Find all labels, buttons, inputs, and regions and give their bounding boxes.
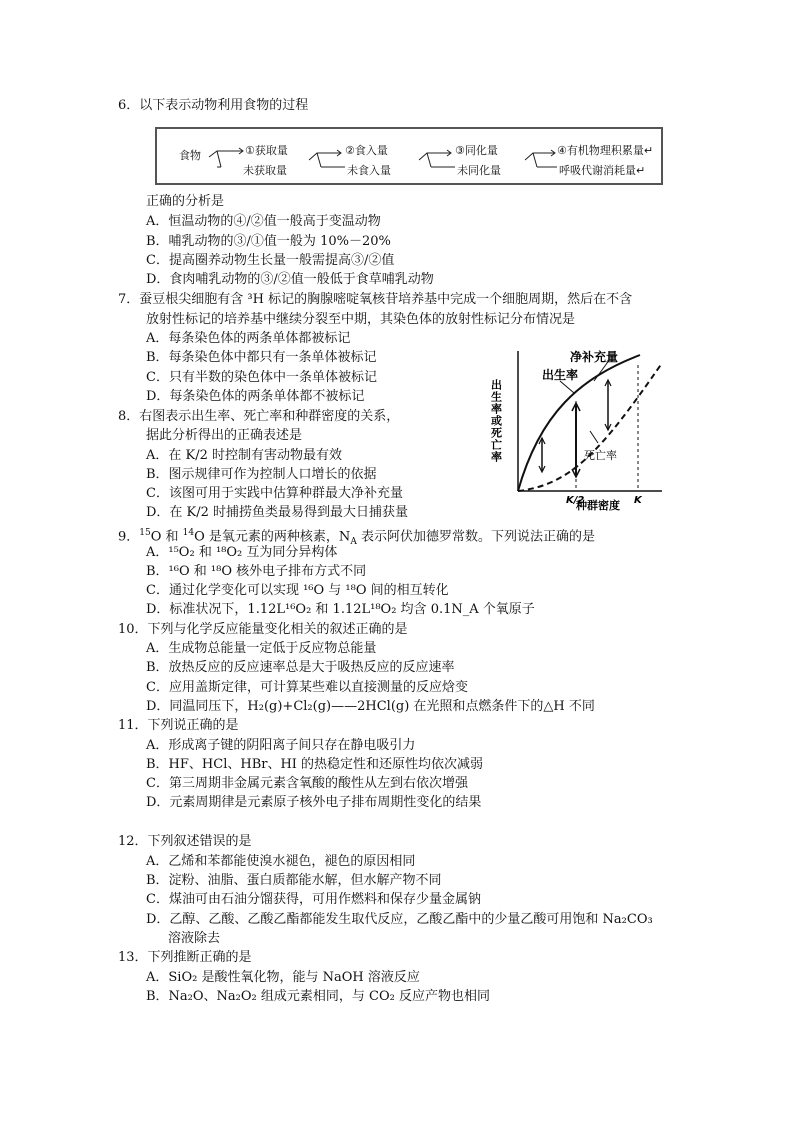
q7-option-a: A．每条染色体的两条单体都被标记	[146, 331, 351, 346]
q13-option-a: A．SiO₂ 是酸性氧化物，能与 NaOH 溶液反应	[146, 970, 420, 985]
q6-stem: 6．以下表示动物利用食物的过程	[118, 98, 309, 113]
graph-birth-label: 出生率	[542, 368, 579, 382]
q7-option-c: C．只有半数的染色体中一条单体被标记	[146, 370, 377, 385]
q9-and: 和	[161, 529, 183, 545]
q7-stem-line2: 放射性标记的培养基中继续分裂至中期，其染色体的放射性标记分布情况是	[146, 312, 576, 327]
q10-option-b: B．放热反应的反应速率总是大于吸热反应的反应速率	[146, 660, 455, 675]
q8-option-a: A．在 K/2 时控制有害动物最有效	[146, 448, 343, 463]
q8-option-b: B．图示规律可作为控制人口增长的依据	[146, 467, 377, 482]
q6-option-b: B．哺乳动物的③/①值一般为 10%－20%	[146, 234, 391, 249]
q10-option-a: A．生成物总能量一定低于反应物总能量	[146, 641, 377, 656]
graph-k-tick: K	[634, 495, 642, 506]
q11-option-d: D．元素周期律是元素原子核外电子排布周期性变化的结果	[146, 795, 482, 810]
graph-k2-tick: K/2	[566, 495, 585, 506]
flow-arrows	[157, 129, 665, 187]
q10-option-c: C．应用盖斯定律，可计算某些难以直接测量的反应焓变	[146, 680, 468, 695]
flow-node-2b: 未食入量	[347, 164, 391, 177]
q13-stem: 13．下列推断正确的是	[118, 950, 252, 965]
flow-node-1a: ①获取量	[245, 144, 288, 157]
q12-option-a: A．乙烯和苯都能使溴水褪色，褪色的原因相同	[146, 854, 416, 869]
food-flow-diagram	[155, 127, 663, 185]
q12-option-c: C．煤油可由石油分馏获得，可用作燃料和保存少量金属钠	[146, 892, 481, 907]
q7-option-d: D．每条染色体的两条单体都不被标记	[146, 389, 365, 404]
q12-option-d-line2: 溶液除去	[168, 931, 221, 946]
graph-ylabel: 出生率或死亡率	[490, 379, 503, 463]
q12-option-d-line1: D．乙醇、乙酸、乙酸乙酯都能发生取代反应，乙酸乙酯中的少量乙酸可用饱和 Na₂CO₃	[146, 912, 653, 927]
q12-option-b: B．淀粉、油脂、蛋白质都能水解，但水解产物不同	[146, 873, 442, 888]
q7-option-b: B．每条染色体中都只有一条单体被标记	[146, 350, 377, 365]
q11-stem: 11．下列说正确的是	[118, 718, 239, 733]
q9-num: 9．	[118, 529, 140, 545]
q11-option-c: C．第三周期非金属元素含氧酸的酸性从左到右依次增强	[146, 776, 468, 791]
q8-stem-line1: 8．右图表示出生率、死亡率和种群密度的关系，	[118, 409, 400, 424]
q11-option-a: A．形成离子键的阴阳离子间只存在静电吸引力	[146, 738, 416, 753]
q6-option-a: A．恒温动物的④/②值一般高于变温动物	[146, 214, 381, 229]
q9-option-a: A．¹⁵O₂ 和 ¹⁸O₂ 互为同分异构体	[146, 545, 338, 560]
population-density-graph	[490, 343, 690, 521]
q10-option-d: D．同温同压下，H₂(g)+Cl₂(g)——2HCl(g) 在光照和点燃条件下的△H 不同	[146, 699, 595, 714]
q6-lead: 正确的分析是	[146, 194, 225, 209]
graph-death-label: 死亡率	[584, 449, 617, 462]
q6-option-c: C．提高圈养动物生长量一般需提高③/②值	[146, 253, 395, 268]
q9-option-d: D．标准状况下，1.12L¹⁶O₂ 和 1.12L¹⁸O₂ 均含 0.1N_A 个氧原子	[146, 602, 535, 617]
q8-option-d: D．在 K/2 时捕捞鱼类最易得到最大日捕获量	[146, 505, 409, 520]
q9-mid: 是氧元素的两种核素，N	[204, 529, 351, 545]
flow-node-4a: ④有机物理积累量↵	[557, 144, 654, 157]
q10-stem: 10．下列与化学反应能量变化相关的叙述正确的是	[118, 622, 408, 637]
flow-node-4b: 呼吸代谢消耗量↵	[559, 164, 646, 177]
q11-option-b: B．HF、HCl、HBr、HI 的热稳定性和还原性均依次减弱	[146, 757, 484, 772]
q6-option-d: D．食肉哺乳动物的③/②值一般低于食草哺乳动物	[146, 272, 434, 287]
q9-option-b: B．¹⁶O 和 ¹⁸O 核外电子排布方式不同	[146, 564, 367, 579]
graph-net-label: 净补充量	[570, 350, 619, 364]
q9-option-c: C．通过化学变化可以实现 ¹⁶O 与 ¹⁸O 间的相互转化	[146, 583, 449, 598]
flow-node-1b: 未获取量	[243, 164, 287, 177]
flow-food: 食物	[179, 149, 201, 162]
q9-stem: 9．$^{15}$O 和 $^{14}$O 是氧元素的两种核素，$N_A$ 表示阿伏加德罗常数。下列说法正确的是	[118, 528, 595, 547]
q9-end: 表示阿伏加德罗常数。下列说法正确的是	[356, 529, 595, 545]
flow-node-2a: ②食入量	[345, 144, 388, 157]
graph-svg	[490, 343, 690, 521]
death-curve	[518, 363, 662, 491]
q13-option-b: B．Na₂O、Na₂O₂ 组成元素相同，与 CO₂ 反应产物也相同	[146, 989, 490, 1004]
q8-stem-line2: 据此分析得出的正确表述是	[146, 428, 303, 443]
flow-node-3b: 未同化量	[457, 164, 501, 177]
graph-xlabel: 种群密度	[576, 499, 620, 512]
flow-node-3a: ③同化量	[455, 144, 498, 157]
q7-stem-line1: 7．蚕豆根尖细胞有含 ³H 标记的胸腺嘧啶氧核苷培养基中完成一个细胞周期，然后在不含	[118, 292, 633, 307]
q12-stem: 12．下列叙述错误的是	[118, 834, 252, 849]
q8-option-c: C．该图可用于实践中估算种群最大净补充量	[146, 486, 403, 501]
